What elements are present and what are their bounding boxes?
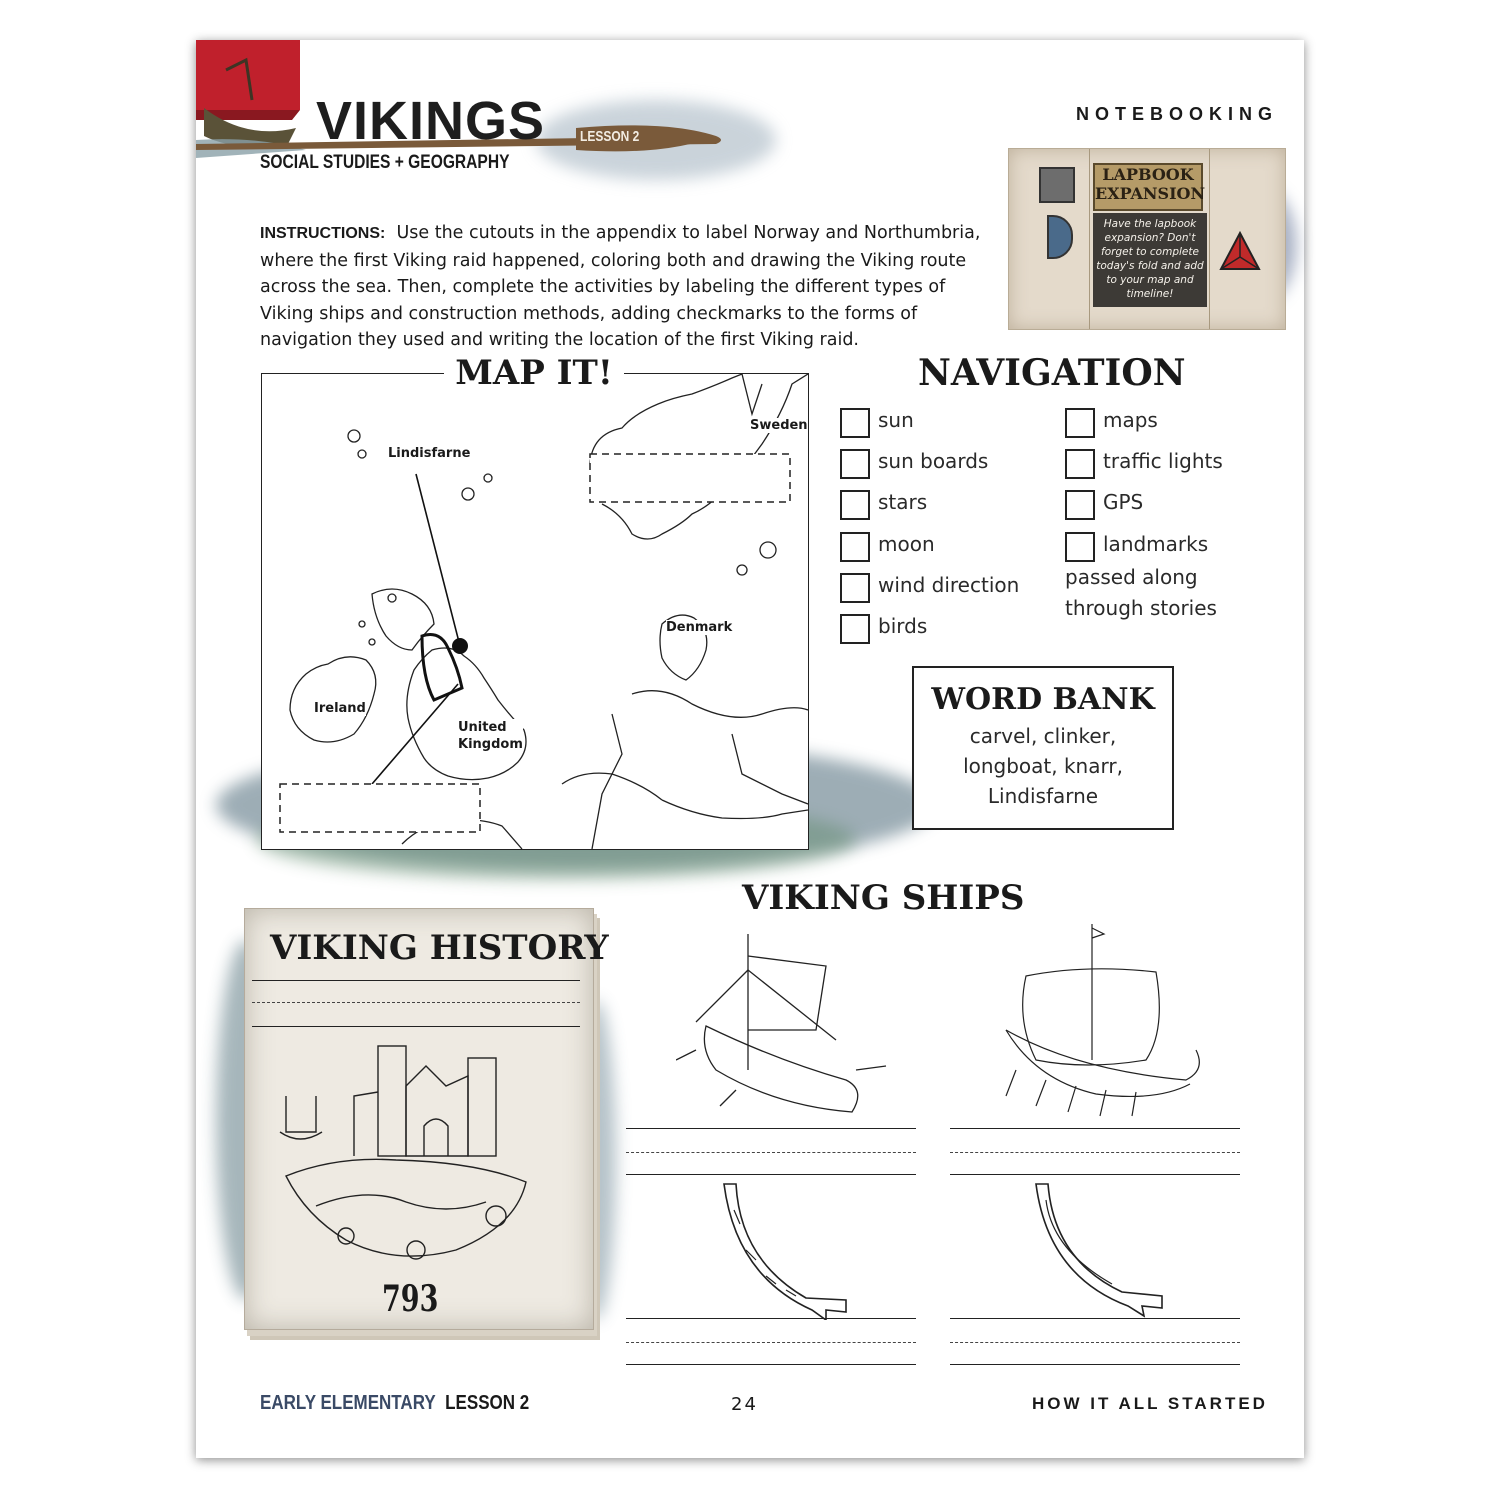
page-title: VIKINGS [316, 91, 546, 151]
writing-line-dashed [950, 1342, 1240, 1343]
lapbook-fold-line [1209, 149, 1210, 329]
worksheet-page [196, 40, 1304, 1458]
triangle-tab-icon [1217, 229, 1263, 275]
checkbox[interactable] [1065, 449, 1095, 479]
carvel-hull-section-illustration [716, 1180, 856, 1320]
lapbook-photo-icon [1039, 167, 1075, 203]
map-panel [261, 373, 809, 850]
writing-line [950, 1364, 1240, 1365]
checkbox-landmarks[interactable]: landmarks [1065, 532, 1208, 562]
checkbox-birds[interactable]: birds [840, 614, 927, 644]
page-subtitle: SOCIAL STUDIES + GEOGRAPHY [260, 152, 510, 173]
checkbox[interactable] [840, 449, 870, 479]
writing-line-dashed [626, 1152, 916, 1153]
europe-outline-map [262, 374, 808, 849]
lapbook-fold-line [1089, 149, 1090, 329]
writing-line [626, 1174, 916, 1175]
lapbook-note: Have the lapbook expansion? Don't forget to complete today's fold and add to your map and timeline! [1093, 213, 1207, 307]
checkbox-gps[interactable]: GPS [1065, 490, 1143, 520]
map-title: MAP IT! [444, 353, 624, 393]
clinker-hull-section-illustration [1032, 1180, 1172, 1320]
instructions [260, 220, 1000, 354]
word-bank [912, 666, 1174, 830]
checkbox[interactable] [840, 614, 870, 644]
checkbox[interactable] [1065, 490, 1095, 520]
lindisfarne-priory-illustration [276, 1036, 546, 1276]
viking-history-title: VIKING HISTORY [270, 928, 609, 968]
instructions-text: Use the cutouts in the appendix to label Norway and Northumbria, where the first Viking raid happened, coloring both and drawing the Viking route across the sea. Then, complete the activities by labeling the different types of Viking ships and construction methods, adding checkmarks to the forms of navigation they used and writing the location of the first Viking raid. [260, 223, 981, 350]
checkbox-traffic-lights[interactable]: traffic lights [1065, 449, 1223, 479]
map-label-ireland: Ireland [314, 701, 366, 716]
map-label-sweden: Sweden [750, 418, 808, 433]
map-label-denmark: Denmark [666, 620, 733, 635]
lesson-tag: LESSON 2 [580, 128, 640, 145]
writing-line [950, 1318, 1240, 1319]
checkbox[interactable] [840, 532, 870, 562]
lapbook-tab-icon [1047, 215, 1073, 259]
checkbox-moon[interactable]: moon [840, 532, 935, 562]
writing-line [950, 1174, 1240, 1175]
checkbox[interactable] [1065, 408, 1095, 438]
writing-line [252, 980, 580, 981]
word-bank-title: WORD BANK [931, 682, 1155, 717]
writing-line [626, 1128, 916, 1129]
lapbook-expansion-card [1008, 148, 1286, 330]
map-label-lindisfarne: Lindisfarne [388, 446, 471, 461]
checkbox[interactable] [840, 490, 870, 520]
checkbox[interactable] [840, 573, 870, 603]
lapbook-banner: LAPBOOK EXPANSION [1093, 163, 1203, 211]
checkbox[interactable] [1065, 532, 1095, 562]
navigation-title: NAVIGATION [918, 352, 1186, 394]
checkbox-wind-direction[interactable]: wind direction [840, 573, 1019, 603]
footer-level: EARLY ELEMENTARY LESSON 2 [260, 1392, 530, 1414]
history-year: 793 [382, 1278, 439, 1320]
section-label: NOTEBOOKING [1076, 104, 1279, 124]
checkbox-sun-boards[interactable]: sun boards [840, 449, 988, 479]
knarr-ship-illustration [676, 930, 896, 1120]
writing-line-dashed [252, 1002, 580, 1003]
unit-title: HOW IT ALL STARTED [1032, 1394, 1268, 1413]
page-number: 24 [731, 1394, 758, 1415]
longboat-ship-illustration [996, 920, 1216, 1120]
checkbox-sun[interactable]: sun [840, 408, 914, 438]
writing-line [626, 1318, 916, 1319]
map-label-united-kingdom: United Kingdom [458, 720, 523, 752]
writing-line-dashed [626, 1342, 916, 1343]
checkbox-stars[interactable]: stars [840, 490, 927, 520]
word-bank-words: carvel, clinker, longboat, knarr, Lindisfarne [963, 724, 1123, 808]
writing-line [252, 1026, 580, 1027]
checkbox-maps[interactable]: maps [1065, 408, 1158, 438]
checkbox[interactable] [840, 408, 870, 438]
instructions-label: INSTRUCTIONS: [260, 225, 386, 242]
writing-line [626, 1364, 916, 1365]
landmarks-continuation: passed along through stories [1065, 565, 1217, 620]
viking-ships-title: VIKING SHIPS [742, 878, 1025, 918]
writing-line [950, 1128, 1240, 1129]
writing-line-dashed [950, 1152, 1240, 1153]
